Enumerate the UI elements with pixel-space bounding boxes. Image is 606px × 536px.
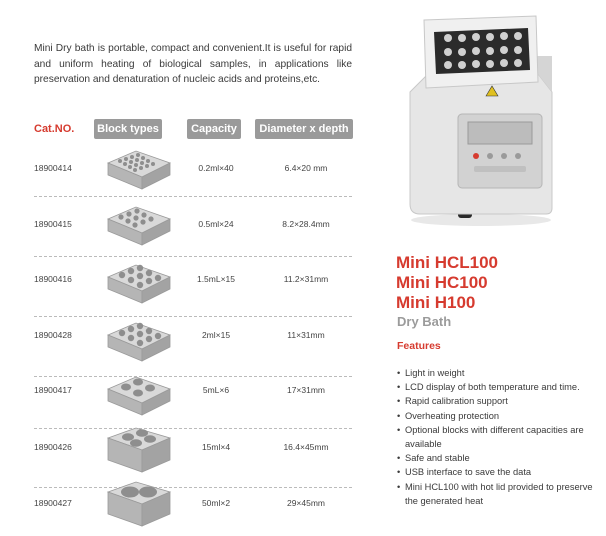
product-name-hcl100: Mini HCL100: [396, 253, 499, 272]
list-item: • Rapid calibration support: [397, 394, 602, 408]
list-item: • LCD display of both temperature and time.: [397, 380, 602, 394]
bullet-icon: •: [397, 481, 401, 492]
table-row: [34, 197, 352, 257]
capacity: 5mL×6: [202, 385, 230, 395]
diameter-depth: 6.4×20 mm: [284, 163, 328, 173]
bullet-icon: •: [397, 368, 401, 378]
diameter-depth: 8.2×28.4mm: [282, 219, 330, 229]
block-24-wells-icon: [102, 201, 174, 252]
bullet-icon: •: [397, 382, 401, 393]
bullet-icon: •: [397, 467, 401, 478]
list-item: • USB interface to save the data: [397, 465, 602, 479]
bullet-icon: •: [397, 424, 401, 435]
diameter-depth: 17×31mm: [286, 385, 326, 395]
list-item: • Mini HCL100 with hot lid provided to preserve the generated heat: [397, 481, 593, 506]
capacity: 2ml×15: [201, 330, 231, 340]
cat-no: 18900426: [34, 442, 72, 452]
product-subtitle: Dry Bath: [397, 314, 452, 329]
list-item: • Optional blocks with different capacities are available: [397, 424, 584, 450]
cat-no: 18900415: [34, 219, 72, 229]
product-name-hc100: Mini HC100: [396, 273, 488, 292]
header-block-types: Block types: [94, 119, 162, 139]
cat-no: 18900427: [34, 498, 72, 508]
capacity: 15ml×4: [201, 442, 231, 452]
block-2-wells-icon: [102, 478, 174, 533]
table-row: [34, 478, 352, 530]
table-row: [34, 369, 352, 429]
block-40-wells-icon: [102, 145, 174, 196]
bullet-icon: •: [397, 453, 401, 464]
block-4-wells-icon: [102, 424, 174, 479]
list-item: • Overheating protection: [397, 409, 602, 423]
diameter-depth: 16.4×45mm: [283, 442, 329, 452]
product-name-h100: Mini H100: [396, 293, 476, 312]
capacity: 0.2ml×40: [198, 163, 234, 173]
bullet-icon: •: [397, 410, 401, 421]
capacity: 50ml×2: [201, 498, 231, 508]
diameter-depth: 11.2×31mm: [283, 274, 329, 284]
table-row: [34, 317, 352, 377]
cat-no: 18900416: [34, 274, 72, 284]
table-row: [34, 257, 352, 317]
list-item: • Light in weight: [397, 366, 602, 380]
cat-no: 18900414: [34, 163, 72, 173]
capacity: 1.5mL×15: [196, 274, 236, 284]
block-15-wells-icon: [102, 259, 174, 310]
intro-text: Mini Dry bath is portable, compact and convenient.It is useful for rapid and uniform heating of biological samples, in applications like preservation and denaturation of nucleic acids and proteins,etc.: [34, 43, 352, 86]
diameter-depth: 29×45mm: [286, 498, 326, 508]
header-capacity: Capacity: [187, 119, 241, 139]
table-row: [34, 137, 352, 197]
features-list: [397, 366, 602, 508]
cat-no: 18900417: [34, 385, 72, 395]
capacity: 0.5ml×24: [198, 219, 234, 229]
diameter-depth: 11×31mm: [287, 330, 325, 340]
bullet-icon: •: [397, 396, 401, 407]
dry-bath-device-image: [406, 12, 556, 232]
list-item: • Safe and stable: [397, 451, 602, 465]
block-6-wells-icon: [102, 371, 174, 422]
features-title: Features: [397, 340, 441, 352]
cat-no: 18900428: [34, 330, 72, 340]
header-cat-no: Cat.NO.: [34, 123, 75, 135]
block-15-wells-icon: [102, 317, 174, 368]
header-diameter-depth: Diameter x depth: [255, 119, 353, 139]
